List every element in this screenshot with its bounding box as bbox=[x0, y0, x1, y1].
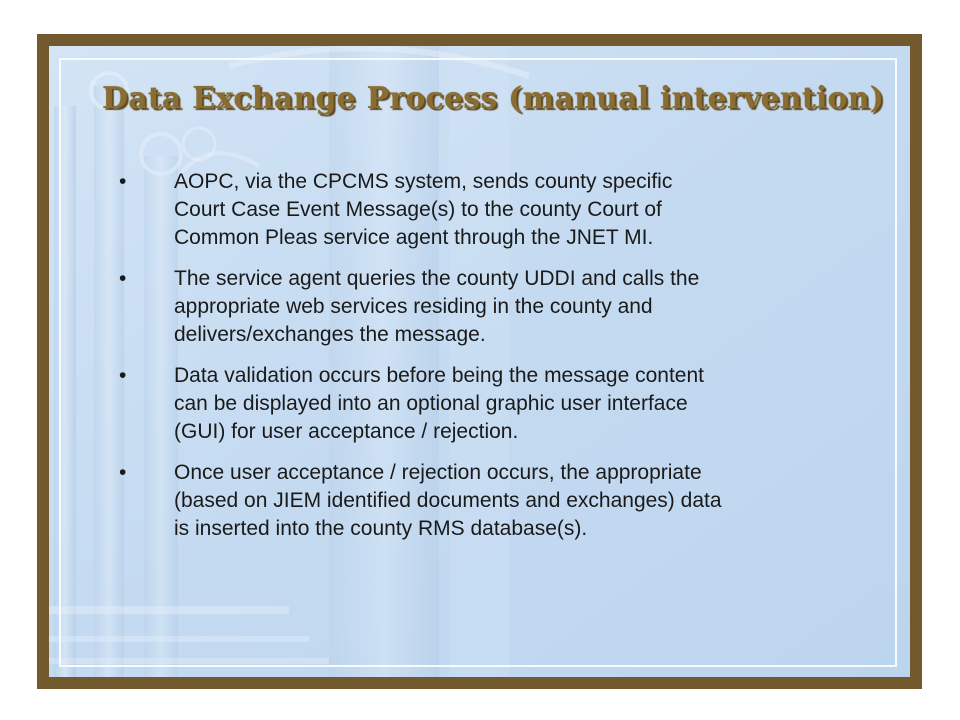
bullet-icon: • bbox=[119, 267, 127, 290]
list-item bbox=[119, 459, 889, 543]
bullet-icon: • bbox=[119, 461, 127, 484]
list-item bbox=[119, 168, 889, 252]
slide-title: Data Exchange Process (manual intervention) bbox=[102, 81, 885, 116]
slide-frame bbox=[37, 34, 922, 689]
bullet-text: The service agent queries the county UDDI and calls the appropriate web services residing in the county and delivers/exchanges the message. bbox=[174, 267, 700, 346]
bullet-icon: • bbox=[119, 364, 127, 387]
bullet-icon: • bbox=[119, 170, 127, 193]
bullet-text: Once user acceptance / rejection occurs, the appropriate (based on JIEM identified documents and exchanges) data is inserted into the county RMS database(s). bbox=[174, 461, 722, 540]
list-item bbox=[119, 265, 889, 349]
bullet-text: Data validation occurs before being the message content can be displayed into an optional graphic user interface (GUI) for user acceptance / rejection. bbox=[174, 364, 704, 443]
bullet-text: AOPC, via the CPCMS system, sends county specific Court Case Event Message(s) to the county Court of Common Pleas service agent through the JNET MI. bbox=[174, 170, 673, 249]
bullet-list bbox=[119, 168, 889, 556]
list-item bbox=[119, 362, 889, 446]
